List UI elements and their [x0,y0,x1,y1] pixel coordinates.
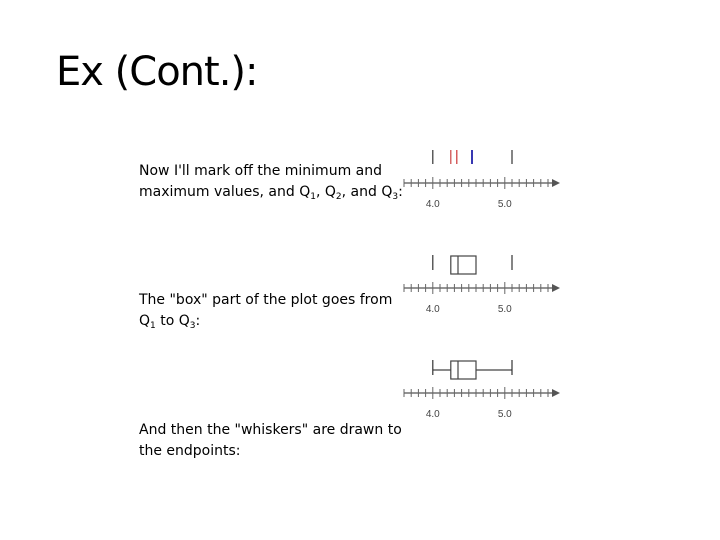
step1-text [139,161,404,203]
axis-label: 4.0 [425,199,440,210]
step1-text-part: , and Q [341,184,393,200]
step3-text-part: And then the "whiskers" are drawn to the endpoints: [139,422,402,459]
axis-label: 4.0 [425,304,440,315]
step2-text-part: to Q [155,313,190,329]
step2-q3-sub: 3 [189,321,196,331]
step1-q1-sub: 1 [310,192,316,202]
axis-arrow-icon [552,389,560,397]
iqr-box [451,256,476,274]
axis-label: 5.0 [497,304,512,315]
step2-text-part: The "box" part of the plot goes from Q [139,292,393,329]
step2-text [139,290,404,332]
step1-q3-sub: 3 [392,192,399,202]
axis-arrow-icon [552,284,560,292]
step1-text-part: Now I'll mark off the minimum and maximum values, and Q [139,163,382,200]
plot-step2 [400,245,560,325]
step1-text-part: : [398,184,403,200]
axis-label: 5.0 [497,409,512,420]
step1-q2-sub: 2 [335,192,342,202]
plot-step1 [400,140,560,220]
iqr-box [451,361,476,379]
axis-arrow-icon [552,179,560,187]
step1-text-part: , Q [315,184,336,200]
step2-q1-sub: 1 [150,321,156,331]
slide-title: Ex (Cont.): [56,49,258,95]
axis-label: 5.0 [497,199,512,210]
step3-text [139,420,404,462]
step2-text-part: : [195,313,201,329]
axis-label: 4.0 [425,409,440,420]
plot-step3 [400,350,560,430]
